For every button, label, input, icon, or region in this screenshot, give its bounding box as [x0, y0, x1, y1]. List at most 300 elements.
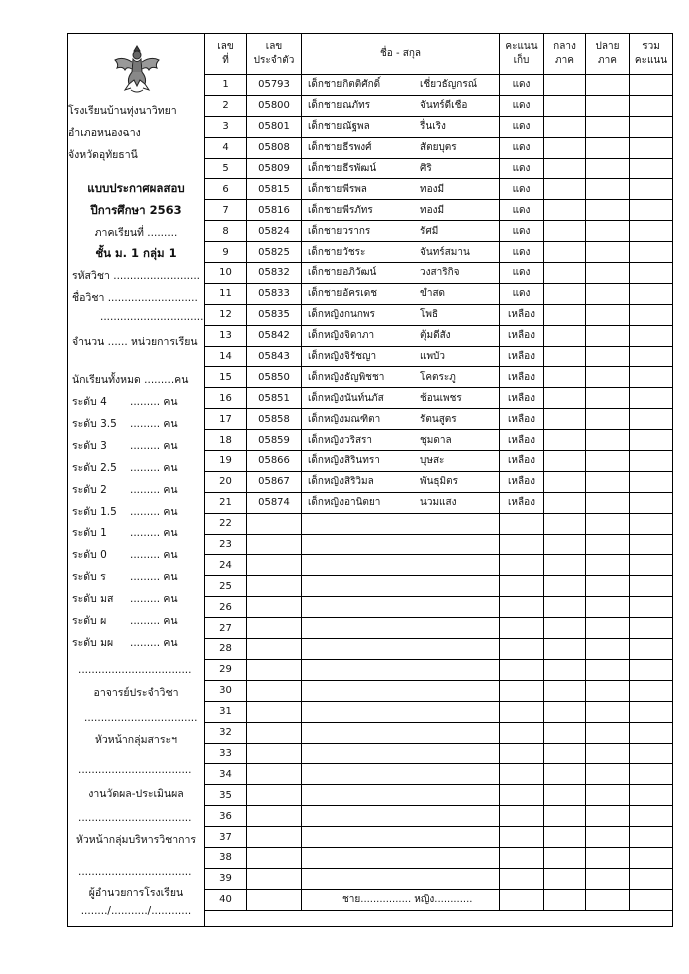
final-cell: [586, 430, 630, 451]
student-id-cell: [247, 764, 302, 785]
midterm-cell: [544, 200, 586, 221]
collected-score-cell: [500, 868, 544, 889]
student-id-cell: [247, 868, 302, 889]
row-number: 13: [205, 325, 247, 346]
collected-score-cell: เหลือง: [500, 471, 544, 492]
student-id-cell: [247, 785, 302, 806]
row-number: 30: [205, 680, 247, 701]
student-last-name: บุษสะ: [420, 455, 445, 467]
table-row: [205, 868, 673, 889]
midterm-cell: [544, 137, 586, 158]
student-id-cell: [247, 827, 302, 848]
total-cell: [630, 75, 673, 96]
total-cell: [630, 346, 673, 367]
collected-score-cell: เหลือง: [500, 367, 544, 388]
student-id-cell: [247, 513, 302, 534]
collected-score-cell: เหลือง: [500, 346, 544, 367]
student-id-cell: 05832: [247, 263, 302, 284]
student-name-cell: [302, 179, 500, 200]
midterm-cell: [544, 95, 586, 116]
table-row: [205, 451, 673, 472]
student-name-cell: [302, 701, 500, 722]
row-number: 31: [205, 701, 247, 722]
collected-score-cell: [500, 764, 544, 785]
collected-score-cell: เหลือง: [500, 451, 544, 472]
sig-dots-academic: ..................................: [78, 812, 192, 824]
student-first-name: เด็กหญิงธัญพิชชา: [308, 371, 385, 383]
sig-dots-dept: ..................................: [84, 712, 198, 724]
total-cell: [630, 409, 673, 430]
student-id-cell: 05866: [247, 451, 302, 472]
collected-score-cell: แดง: [500, 283, 544, 304]
subject-name: ชื่อวิชา ...........................: [72, 292, 198, 304]
table-row: [205, 722, 673, 743]
grade-level-label: ระดับ 1: [72, 527, 107, 539]
student-name-cell: [302, 158, 500, 179]
student-last-name: โพธิ: [420, 309, 439, 321]
grade-level-item: [72, 634, 200, 651]
collected-score-cell: [500, 743, 544, 764]
student-name-cell: [302, 513, 500, 534]
table-row: [205, 764, 673, 785]
final-cell: [586, 555, 630, 576]
row-number: 40: [205, 889, 247, 910]
student-id-cell: 05815: [247, 179, 302, 200]
row-number: 22: [205, 513, 247, 534]
student-name-cell: [302, 597, 500, 618]
student-first-name: เด็กหญิงนันท์นภัส: [308, 392, 384, 404]
form-year: ปีการศึกษา 2563: [90, 203, 182, 217]
midterm-cell: [544, 158, 586, 179]
subject-name-cont: ...............................: [100, 311, 204, 323]
student-first-name: เด็กชายอภิวัฒน์: [308, 267, 377, 279]
midterm-cell: [544, 827, 586, 848]
sig-dept-head: หัวหน้ากลุ่มสาระฯ: [94, 734, 177, 746]
total-cell: [630, 325, 673, 346]
final-cell: [586, 534, 630, 555]
student-first-name: เด็กชายณัฐพล: [308, 121, 370, 133]
credits: จำนวน ...... หน่วยการเรียน: [72, 336, 198, 348]
collected-score-cell: [500, 576, 544, 597]
total-cell: [630, 221, 673, 242]
midterm-cell: [544, 346, 586, 367]
form-title: แบบประกาศผลสอบ: [87, 181, 185, 195]
student-last-name: พันธุมิตร: [420, 476, 458, 488]
student-first-name: เด็กชายวรากร: [308, 225, 371, 237]
header-total: รวม คะแนน: [630, 34, 673, 75]
total-cell: [630, 722, 673, 743]
final-cell: [586, 263, 630, 284]
final-cell: [586, 388, 630, 409]
collected-score-cell: [500, 659, 544, 680]
header-row: [205, 34, 673, 75]
table-row: [205, 200, 673, 221]
midterm-cell: [544, 743, 586, 764]
table-row: [205, 137, 673, 158]
student-last-name: เชี่ยวธัญกรณ์: [420, 79, 478, 91]
gender-count-footer: ชาย................ หญิง............: [302, 889, 500, 910]
total-cell: [630, 680, 673, 701]
final-cell: [586, 806, 630, 827]
final-cell: [586, 367, 630, 388]
collected-score-cell: [500, 618, 544, 639]
grade-level-count: ......... คน: [130, 462, 178, 474]
grade-level-count: ......... คน: [130, 571, 178, 583]
midterm-cell: [544, 576, 586, 597]
total-cell: [630, 137, 673, 158]
sig-date: ......../.........../............: [80, 905, 192, 917]
final-cell: [586, 471, 630, 492]
grade-level-count: ......... คน: [130, 593, 178, 605]
student-first-name: เด็กหญิงวริสรา: [308, 434, 373, 446]
final-cell: [586, 179, 630, 200]
grade-level-count: ......... คน: [130, 637, 178, 649]
midterm-cell: [544, 680, 586, 701]
midterm-cell: [544, 367, 586, 388]
student-first-name: เด็กหญิงสิริวิมล: [308, 476, 374, 488]
collected-score-cell: [500, 701, 544, 722]
subject-code: รหัสวิชา ..........................: [72, 270, 201, 282]
grade-level-label: ระดับ 0: [72, 549, 107, 561]
row-number: 2: [205, 95, 247, 116]
student-id-cell: 05825: [247, 242, 302, 263]
sig-academic-head: หัวหน้ากลุ่มบริหารวิชาการ: [75, 834, 197, 846]
student-first-name: เด็กชายณภัทร: [308, 100, 371, 112]
row-number: 9: [205, 242, 247, 263]
collected-score-cell: แดง: [500, 95, 544, 116]
grade-level-count: ......... คน: [130, 506, 178, 518]
midterm-cell: [544, 722, 586, 743]
midterm-cell: [544, 451, 586, 472]
midterm-cell: [544, 304, 586, 325]
student-last-name: ช้อนเพชร: [420, 392, 462, 404]
row-number: 37: [205, 827, 247, 848]
row-number: 27: [205, 618, 247, 639]
collected-score-cell: [500, 639, 544, 660]
student-last-name: สัตยบุตร: [420, 142, 457, 154]
midterm-cell: [544, 847, 586, 868]
grade-level-item: [72, 568, 200, 585]
final-cell: [586, 639, 630, 660]
student-name-cell: [302, 743, 500, 764]
grade-level-label: ระดับ 4: [72, 396, 107, 408]
student-name-cell: [302, 471, 500, 492]
grade-level-item: [72, 524, 200, 541]
sig-teacher: อาจารย์ประจำวิชา: [93, 687, 179, 699]
table-row: [205, 179, 673, 200]
row-number: 15: [205, 367, 247, 388]
student-name-cell: [302, 868, 500, 889]
student-id-cell: 05867: [247, 471, 302, 492]
student-first-name: เด็กหญิงจิรัชญา: [308, 351, 377, 363]
student-name-cell: [302, 827, 500, 848]
midterm-cell: [544, 513, 586, 534]
table-row: [205, 388, 673, 409]
student-id-cell: 05809: [247, 158, 302, 179]
collected-score-cell: [500, 534, 544, 555]
student-id-cell: [247, 889, 302, 910]
collected-score-cell: [500, 889, 544, 910]
grade-level-label: ระดับ มผ: [72, 637, 114, 649]
row-number: 18: [205, 430, 247, 451]
total-cell: [630, 158, 673, 179]
collected-score-cell: เหลือง: [500, 325, 544, 346]
grade-level-item: [72, 393, 200, 410]
student-name-cell: [302, 430, 500, 451]
sig-dots-director: ..................................: [78, 866, 192, 878]
student-id-cell: 05793: [247, 75, 302, 96]
student-id-cell: [247, 806, 302, 827]
student-id-cell: 05842: [247, 325, 302, 346]
student-first-name: เด็กหญิงมณฑิตา: [308, 413, 381, 425]
final-cell: [586, 95, 630, 116]
student-name-cell: [302, 346, 500, 367]
header-collected-score: คะแนน เก็บ: [500, 34, 544, 75]
student-name-cell: [302, 242, 500, 263]
final-cell: [586, 743, 630, 764]
midterm-cell: [544, 659, 586, 680]
row-number: 23: [205, 534, 247, 555]
table-row: [205, 492, 673, 513]
table-row: [205, 242, 673, 263]
table-row: [205, 701, 673, 722]
collected-score-cell: [500, 513, 544, 534]
final-cell: [586, 576, 630, 597]
grade-level-count: ......... คน: [130, 484, 178, 496]
table-row: [205, 659, 673, 680]
row-number: 7: [205, 200, 247, 221]
final-cell: [586, 785, 630, 806]
table-row: [205, 680, 673, 701]
student-name-cell: [302, 75, 500, 96]
student-name-cell: [302, 785, 500, 806]
student-name-cell: [302, 95, 500, 116]
final-cell: [586, 680, 630, 701]
school-name: โรงเรียนบ้านทุ่งนาวิทยา: [68, 105, 177, 117]
grade-level-item: [72, 590, 200, 607]
collected-score-cell: เหลือง: [500, 388, 544, 409]
grade-level-item: [72, 459, 200, 476]
student-name-cell: [302, 639, 500, 660]
student-last-name: รัศมี: [420, 225, 439, 237]
midterm-cell: [544, 555, 586, 576]
student-name-cell: [302, 221, 500, 242]
table-row: [205, 555, 673, 576]
total-cell: [630, 242, 673, 263]
total-cell: [630, 283, 673, 304]
midterm-cell: [544, 116, 586, 137]
student-last-name: แพบัว: [420, 351, 445, 363]
total-cell: [630, 304, 673, 325]
row-number: 16: [205, 388, 247, 409]
student-id-cell: 05801: [247, 116, 302, 137]
midterm-cell: [544, 471, 586, 492]
school-province: จังหวัดอุทัยธานี: [68, 149, 138, 161]
total-cell: [630, 806, 673, 827]
total-cell: [630, 471, 673, 492]
row-number: 32: [205, 722, 247, 743]
sig-eval: งานวัดผล-ประเมินผล: [88, 788, 184, 800]
table-row: [205, 471, 673, 492]
student-name-cell: [302, 367, 500, 388]
row-number: 10: [205, 263, 247, 284]
total-cell: [630, 889, 673, 910]
final-cell: [586, 158, 630, 179]
total-cell: [630, 451, 673, 472]
student-name-cell: [302, 409, 500, 430]
student-first-name: เด็กหญิงกนกพร: [308, 309, 375, 321]
total-cell: [630, 618, 673, 639]
student-first-name: เด็กหญิงจิดาภา: [308, 330, 375, 342]
final-cell: [586, 701, 630, 722]
student-id-cell: 05851: [247, 388, 302, 409]
midterm-cell: [544, 221, 586, 242]
student-id-cell: 05858: [247, 409, 302, 430]
grade-level-label: ระดับ ร: [72, 571, 106, 583]
student-id-cell: 05808: [247, 137, 302, 158]
row-number: 19: [205, 451, 247, 472]
total-cell: [630, 743, 673, 764]
row-number: 4: [205, 137, 247, 158]
row-number: 1: [205, 75, 247, 96]
student-name-cell: [302, 618, 500, 639]
student-name-cell: [302, 680, 500, 701]
student-name-cell: [302, 722, 500, 743]
score-table: [204, 33, 673, 911]
midterm-cell: [544, 764, 586, 785]
grade-level-label: ระดับ 3: [72, 440, 107, 452]
row-number: 14: [205, 346, 247, 367]
final-cell: [586, 513, 630, 534]
midterm-cell: [544, 785, 586, 806]
total-cell: [630, 827, 673, 848]
student-last-name: ทองมี: [420, 183, 445, 195]
final-cell: [586, 304, 630, 325]
row-number: 12: [205, 304, 247, 325]
collected-score-cell: [500, 785, 544, 806]
collected-score-cell: เหลือง: [500, 304, 544, 325]
student-first-name: เด็กชายกิตติศักดิ์: [308, 79, 381, 91]
student-first-name: เด็กชายธีรพัฒน์: [308, 163, 377, 174]
final-cell: [586, 618, 630, 639]
table-row: [205, 158, 673, 179]
total-cell: [630, 95, 673, 116]
midterm-cell: [544, 806, 586, 827]
table-row: [205, 597, 673, 618]
total-cell: [630, 659, 673, 680]
header-student-id: เลข ประจำตัว: [247, 34, 302, 75]
student-id-cell: 05874: [247, 492, 302, 513]
final-cell: [586, 137, 630, 158]
student-id-cell: [247, 722, 302, 743]
final-cell: [586, 597, 630, 618]
total-cell: [630, 430, 673, 451]
student-name-cell: [302, 806, 500, 827]
student-name-cell: [302, 325, 500, 346]
table-row: [205, 95, 673, 116]
grade-level-label: ระดับ 3.5: [72, 418, 117, 430]
student-last-name: วงสาริกิจ: [420, 267, 460, 279]
final-cell: [586, 868, 630, 889]
collected-score-cell: แดง: [500, 179, 544, 200]
midterm-cell: [544, 388, 586, 409]
midterm-cell: [544, 430, 586, 451]
student-id-cell: [247, 659, 302, 680]
student-name-cell: [302, 576, 500, 597]
final-cell: [586, 889, 630, 910]
student-id-cell: [247, 701, 302, 722]
row-number: 34: [205, 764, 247, 785]
final-cell: [586, 764, 630, 785]
grade-level-item: [72, 437, 200, 454]
final-cell: [586, 847, 630, 868]
garuda-emblem-icon: [111, 42, 163, 96]
student-first-name: เด็กชายพีรภัทร: [308, 204, 373, 216]
student-name-cell: [302, 116, 500, 137]
header-midterm: กลาง ภาค: [544, 34, 586, 75]
table-row: [205, 409, 673, 430]
midterm-cell: [544, 889, 586, 910]
sig-dots-eval: ..................................: [78, 764, 192, 776]
table-row: [205, 827, 673, 848]
row-number: 3: [205, 116, 247, 137]
sig-director: ผู้อำนวยการโรงเรียน: [88, 887, 184, 899]
total-cell: [630, 534, 673, 555]
student-first-name: เด็กชายอัครเดช: [308, 288, 377, 300]
student-id-cell: [247, 576, 302, 597]
student-id-cell: 05824: [247, 221, 302, 242]
header-no: เลข ที่: [205, 34, 247, 75]
final-cell: [586, 346, 630, 367]
row-number: 6: [205, 179, 247, 200]
student-name-cell: [302, 847, 500, 868]
grade-level-count: ......... คน: [130, 440, 178, 452]
student-id-cell: 05800: [247, 95, 302, 116]
final-cell: [586, 659, 630, 680]
total-cell: [630, 367, 673, 388]
midterm-cell: [544, 639, 586, 660]
total-cell: [630, 785, 673, 806]
collected-score-cell: เหลือง: [500, 492, 544, 513]
table-row: [205, 618, 673, 639]
sig-dots-teacher: ..................................: [78, 664, 192, 676]
grade-level-item: [72, 415, 200, 432]
student-name-cell: [302, 263, 500, 284]
final-cell: [586, 200, 630, 221]
collected-score-cell: แดง: [500, 75, 544, 96]
total-cell: [630, 116, 673, 137]
grade-level-item: [72, 612, 200, 629]
student-name-cell: [302, 200, 500, 221]
grade-level-label: ระดับ 1.5: [72, 506, 117, 518]
table-row: [205, 889, 673, 910]
row-number: 36: [205, 806, 247, 827]
table-row: [205, 221, 673, 242]
student-id-cell: [247, 743, 302, 764]
row-number: 8: [205, 221, 247, 242]
row-number: 35: [205, 785, 247, 806]
student-id-cell: [247, 639, 302, 660]
table-row: [205, 576, 673, 597]
collected-score-cell: เหลือง: [500, 409, 544, 430]
student-name-cell: [302, 659, 500, 680]
final-cell: [586, 827, 630, 848]
midterm-cell: [544, 325, 586, 346]
table-row: [205, 743, 673, 764]
table-row: [205, 75, 673, 96]
grade-level-count: ......... คน: [130, 396, 178, 408]
midterm-cell: [544, 701, 586, 722]
